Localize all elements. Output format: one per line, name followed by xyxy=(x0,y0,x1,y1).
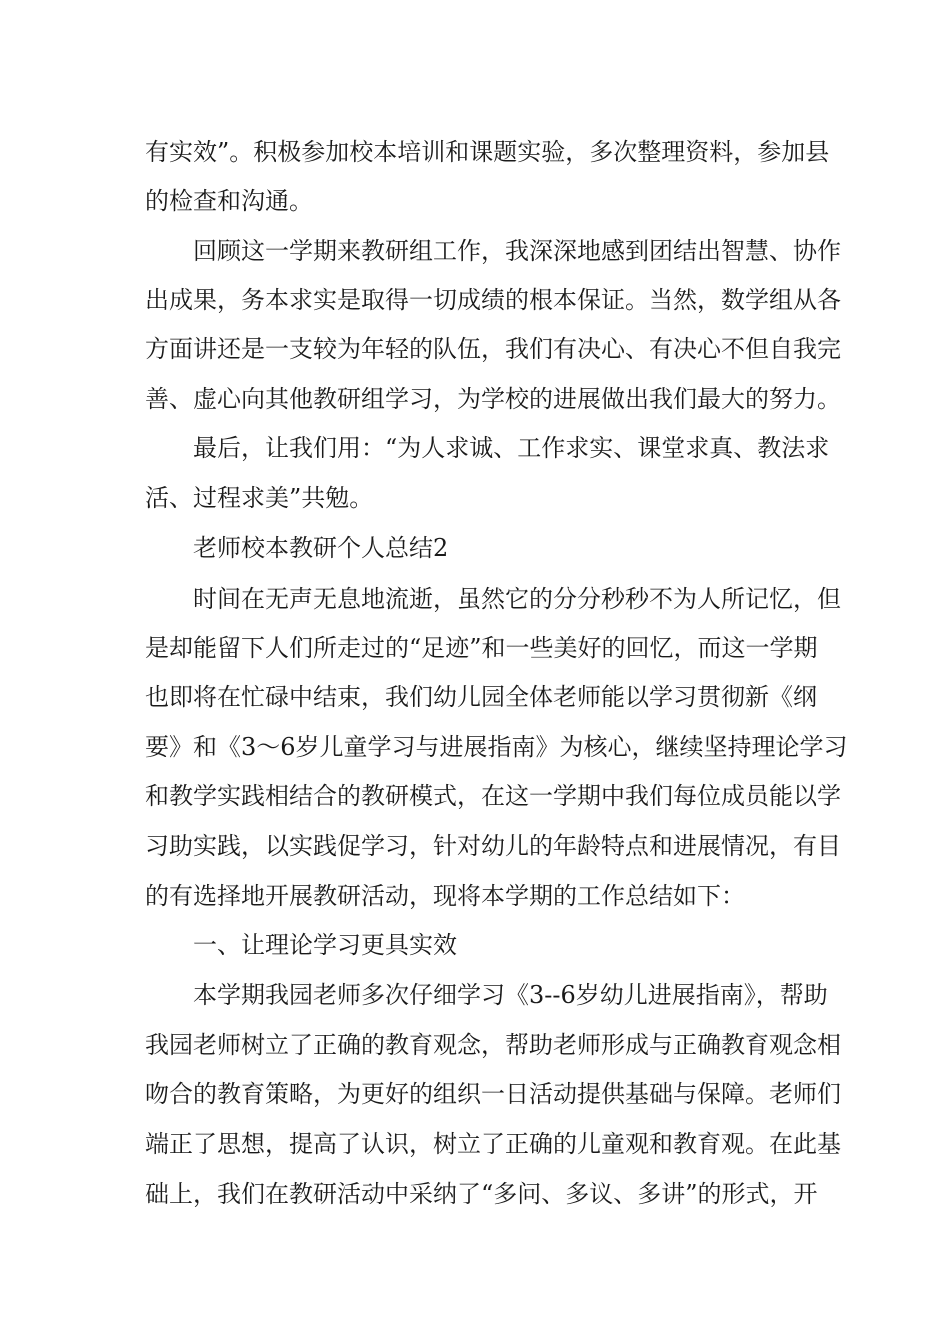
paragraph-line: 和教学实践相结合的教研模式，在这一学期中我们每位成员能以学 xyxy=(145,782,841,810)
paragraph-line: 是却能留下人们所走过的“足迹”和一些美好的回忆，而这一学期 xyxy=(145,634,818,662)
paragraph-line: 吻合的教育策略，为更好的组织一日活动提供基础与保障。老师们 xyxy=(145,1080,841,1108)
paragraph-line: 方面讲还是一支较为年轻的队伍，我们有决心、有决心不但自我完 xyxy=(145,335,841,363)
paragraph-line: 出成果，务本求实是取得一切成绩的根本保证。当然，数学组从各 xyxy=(145,286,841,314)
paragraph-line: 也即将在忙碌中结束，我们幼儿园全体老师能以学习贯彻新《纲 xyxy=(145,683,817,711)
paragraph-line: 有实效”。积极参加校本培训和课题实验，多次整理资料，参加县 xyxy=(145,138,830,166)
section-heading: 一、让理论学习更具实效 xyxy=(193,931,457,959)
paragraph-line: 活、过程求美”共勉。 xyxy=(145,484,374,512)
paragraph-line: 习助实践，以实践促学习，针对幼儿的年龄特点和进展情况，有目 xyxy=(145,832,841,860)
paragraph-line: 回顾这一学期来教研组工作，我深深地感到团结出智慧、协作 xyxy=(193,237,841,265)
paragraph-line: 善、虚心向其他教研组学习，为学校的进展做出我们最大的努力。 xyxy=(145,385,841,413)
paragraph-line: 的检查和沟通。 xyxy=(145,187,313,215)
paragraph-line: 本学期我园老师多次仔细学习《3--6岁幼儿进展指南》，帮助 xyxy=(193,981,828,1009)
paragraph-line: 时间在无声无息地流逝，虽然它的分分秒秒不为人所记忆，但 xyxy=(193,585,841,613)
paragraph-line: 最后，让我们用：“为人求诚、工作求实、课堂求真、教法求 xyxy=(193,434,830,462)
paragraph-line: 要》和《3～6岁儿童学习与进展指南》为核心，继续坚持理论学习 xyxy=(145,733,848,761)
paragraph-line: 础上，我们在教研活动中采纳了“多问、多议、多讲”的形式，开 xyxy=(145,1180,818,1208)
paragraph-line: 的有选择地开展教研活动，现将本学期的工作总结如下： xyxy=(145,882,745,910)
paragraph-line: 我园老师树立了正确的教育观念，帮助老师形成与正确教育观念相 xyxy=(145,1031,841,1059)
paragraph-line: 端正了思想，提高了认识，树立了正确的儿童观和教育观。在此基 xyxy=(145,1130,841,1158)
section-heading: 老师校本教研个人总结2 xyxy=(193,534,449,562)
